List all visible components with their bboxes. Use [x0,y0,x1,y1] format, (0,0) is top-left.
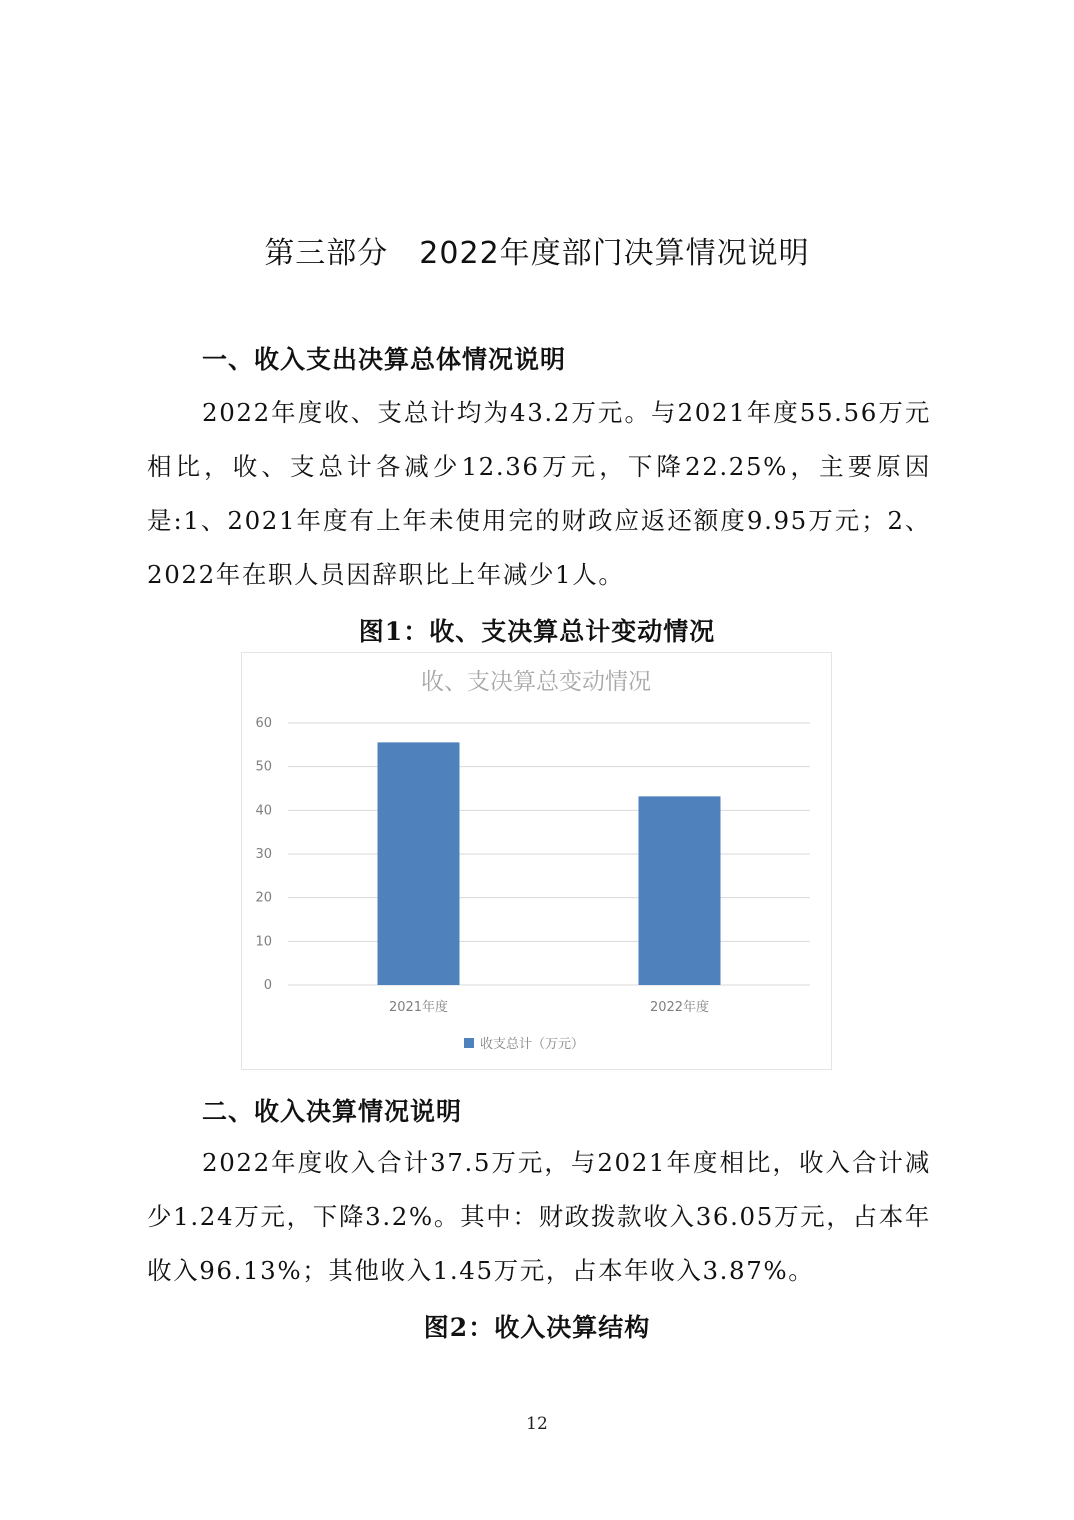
y-tick-label: 50 [255,759,272,775]
bar [378,742,460,985]
chart-bars [378,742,721,985]
y-tick-label: 10 [255,934,272,950]
legend-swatch [464,1038,474,1048]
chart-title: 收、支决算总变动情况 [421,669,651,695]
legend-label: 收支总计（万元） [480,1037,585,1052]
chart-y-ticks [255,716,272,993]
chart-legend [464,1036,584,1052]
page-title: 第三部分 2022年度部门决算情况说明 [264,236,810,271]
page-number: 12 [526,1414,548,1434]
y-tick-label: 30 [255,847,272,862]
y-tick-label: 40 [255,803,272,819]
paragraph-income-expense: 2022年度收、支总计均为43.2万元。与2021年度55.56万元相比，收、支总计各减少12.36万元，下降22.25%，主要原因是:1、2021年度有上年未使用完的财政应返还额度9.95万元；2、2022年在职人员因辞职比上年减少1人。 [147,398,931,589]
chart-gridlines [288,723,810,985]
y-tick-label: 0 [263,978,272,993]
figure-2-caption: 图2：收入决算结构 [423,1313,651,1342]
x-tick-label: 2022年度 [649,1000,710,1015]
x-tick-label: 2021年度 [388,1000,449,1015]
income-expense-chart [241,652,832,1070]
bar-chart-svg [242,653,831,1069]
paragraph-income: 2022年度收入合计37.5万元，与2021年度相比，收入合计减少1.24万元，下降3.2%。其中：财政拨款收入36.05万元，占本年收入96.13%；其他收入1.45万元，占本年收入3.87%。 [147,1148,931,1285]
section-heading-income: 二、收入决算情况说明 [202,1097,463,1126]
y-tick-label: 60 [255,716,272,731]
bar [639,796,721,985]
figure-1-caption: 图1：收、支决算总计变动情况 [358,617,716,646]
chart-x-ticks [389,999,709,1015]
section-heading-income-expense: 一、收入支出决算总体情况说明 [202,345,567,374]
y-tick-label: 20 [255,890,272,906]
